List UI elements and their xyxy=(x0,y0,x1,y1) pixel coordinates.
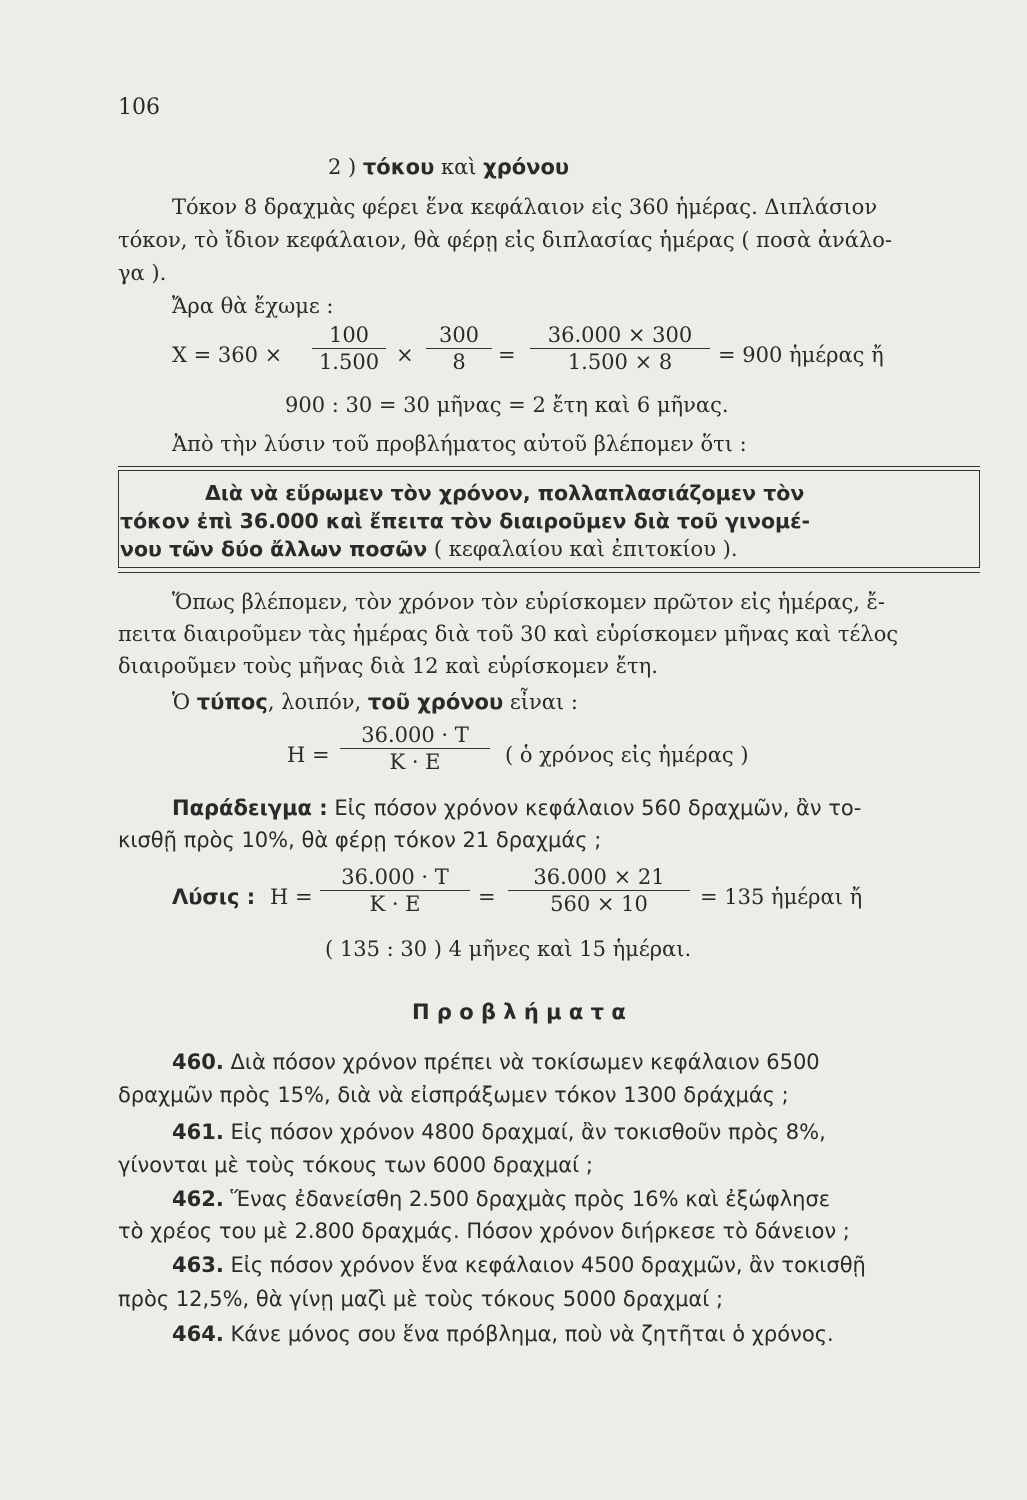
fraction-bar xyxy=(340,748,490,749)
rule-line-3-bold: νου τῶν δύο ἄλλων ποσῶν xyxy=(120,537,428,561)
page-number: 106 xyxy=(118,95,160,120)
formula1-fraction-3 xyxy=(530,323,710,374)
section-heading-bold-2: χρόνου xyxy=(483,155,570,179)
fraction-bar xyxy=(312,348,386,349)
solution-label: Λύσις : xyxy=(172,885,256,909)
solution-f2-denominator: 560 × 10 xyxy=(550,892,648,916)
formula-intro-pre: Ὁ xyxy=(172,690,197,714)
example-line-2: κισθῇ πρὸς 10%, θὰ φέρῃ τόκον 21 δραχμάς ; xyxy=(118,828,602,852)
rule-line-2: τόκον ἐπὶ 36.000 καὶ ἔπειτα τὸν διαιροῦμεν διὰ τοῦ γινομέ- xyxy=(120,509,811,533)
formula1-f3-denominator: 1.500 × 8 xyxy=(567,350,673,374)
example-text-1: Εἰς πόσον χρόνον κεφάλαιον 560 δραχμῶν, ἂν το- xyxy=(327,796,862,820)
formula-intro-mid: , λοιπόν, xyxy=(267,690,368,714)
formula1-f1-denominator: 1.500 xyxy=(318,350,380,374)
problem-461-line-1 xyxy=(172,1120,826,1144)
intro-line-2: τόκον, τὸ ἴδιον κεφάλαιον, θὰ φέρῃ εἰς διπλασίας ἡμέρας ( ποσὰ ἀνάλο- xyxy=(118,228,892,252)
problem-460-text-1: Διὰ πόσον χρόνον πρέπει νὰ τοκίσωμεν κεφάλαιον 6500 xyxy=(223,1050,820,1074)
rule-top-line xyxy=(118,466,980,467)
section-heading xyxy=(328,155,569,179)
section-heading-bold-1: τόκου xyxy=(362,155,435,179)
explanation-line-2: πειτα διαιροῦμεν τὰς ἡμέρας διὰ τοῦ 30 καὶ εὑρίσκομεν μῆνας καὶ τέλος xyxy=(118,622,899,646)
rule-line-3 xyxy=(120,537,738,561)
formula2-denominator: K · E xyxy=(389,750,441,774)
section-heading-prefix: 2 ) xyxy=(328,155,363,179)
rule-line-1: Διὰ νὰ εὕρωμεν τὸν χρόνον, πολλαπλασιάζομεν τὸν xyxy=(205,481,805,505)
problem-462-line-1 xyxy=(172,1187,830,1211)
formula1-f2-numerator: 300 xyxy=(438,323,480,347)
formula1-f2-denominator: 8 xyxy=(452,350,466,374)
formula1-times: × xyxy=(396,343,414,367)
solution-line-2: ( 135 : 30 ) 4 μῆνες καὶ 15 ἡμέραι. xyxy=(325,937,692,961)
problem-464-line-1 xyxy=(172,1322,834,1346)
example-label: Παράδειγμα : xyxy=(172,796,328,820)
rule-line-3-normal: ( κεφαλαίου καὶ ἐπιτοκίου ). xyxy=(427,537,738,561)
problem-460-line-1 xyxy=(172,1050,820,1074)
problem-462-number: 462. xyxy=(172,1187,224,1211)
solution-fraction-2 xyxy=(508,865,690,916)
problem-464-text-1: Κάνε μόνος σου ἕνα πρόβλημα, ποὺ νὰ ζητῆται ὁ χρόνος. xyxy=(223,1322,834,1346)
fraction-bar xyxy=(320,890,470,891)
problem-460-number: 460. xyxy=(172,1050,224,1074)
solution-fraction-1 xyxy=(320,865,470,916)
formula1-lhs: X = 360 × xyxy=(172,343,283,367)
formula2-fraction xyxy=(340,723,490,774)
formula-intro xyxy=(172,690,578,714)
formula1-f1-numerator: 100 xyxy=(328,323,370,347)
problem-462-line-2: τὸ χρέος του μὲ 2.800 δραχμάς. Πόσον χρόνον διήρκεσε τὸ δάνειον ; xyxy=(118,1219,850,1243)
formula1-equals: = xyxy=(498,343,516,367)
rule-bottom-line xyxy=(118,572,980,573)
solution-f2-numerator: 36.000 × 21 xyxy=(533,865,665,889)
formula1-line-2: 900 : 30 = 30 μῆνας = 2 ἔτη καὶ 6 μῆνας. xyxy=(285,393,729,417)
formula-intro-bold-2: τοῦ χρόνου xyxy=(367,690,504,714)
section-heading-mid: καὶ xyxy=(434,155,484,179)
formula1-rhs: = 900 ἡμέρας ἤ xyxy=(718,343,884,367)
problem-463-number: 463. xyxy=(172,1253,224,1277)
solution-f1-denominator: K · E xyxy=(369,892,421,916)
solution-equals: = xyxy=(478,885,496,909)
problem-463-text-1: Εἰς πόσον χρόνον ἕνα κεφάλαιον 4500 δραχμῶν, ἂν τοκισθῇ xyxy=(223,1253,866,1277)
solution-rhs: = 135 ἡμέραι ἤ xyxy=(700,885,863,909)
formula2-numerator: 36.000 · T xyxy=(361,723,469,747)
explanation-line-3: διαιροῦμεν τοὺς μῆνας διὰ 12 καὶ εὑρίσκομεν ἔτη. xyxy=(118,654,658,678)
problem-463-line-2: πρὸς 12,5%, θὰ γίνῃ μαζὶ μὲ τοὺς τόκους 5000 δραχμαί ; xyxy=(118,1287,724,1311)
fraction-bar xyxy=(508,890,690,891)
intro-line-3: γα ). xyxy=(118,261,167,285)
problems-heading: Π ρ ο β λ ή μ α τ α xyxy=(412,1000,626,1024)
conclusion-intro: Ἀπὸ τὴν λύσιν τοῦ προβλήματος αὐτοῦ βλέπομεν ὅτι : xyxy=(172,432,747,456)
problem-461-text-1: Εἰς πόσον χρόνον 4800 δραχμαί, ἂν τοκισθοῦν πρὸς 8%, xyxy=(223,1120,826,1144)
fraction-bar xyxy=(530,348,710,349)
intro-line-4: Ἄρα θὰ ἔχωμε : xyxy=(172,294,334,318)
formula-intro-post: εἶναι : xyxy=(503,690,578,714)
formula1-fraction-1 xyxy=(312,323,386,374)
formula1-fraction-2 xyxy=(426,323,492,374)
formula2-note: ( ὁ χρόνος εἰς ἡμέρας ) xyxy=(505,743,749,767)
problem-464-number: 464. xyxy=(172,1322,224,1346)
solution-lhs: H = xyxy=(270,885,313,909)
problem-460-line-2: δραχμῶν πρὸς 15%, διὰ νὰ εἰσπράξωμεν τόκον 1300 δράχμάς ; xyxy=(118,1083,789,1107)
example-line-1 xyxy=(172,796,861,820)
problem-462-text-1: Ἕνας ἐδανείσθη 2.500 δραχμὰς πρὸς 16% καὶ ἐξώφλησε xyxy=(223,1187,831,1211)
solution-f1-numerator: 36.000 · T xyxy=(341,865,449,889)
problem-461-line-2: γίνονται μὲ τοὺς τόκους των 6000 δραχμαί ; xyxy=(118,1153,593,1177)
explanation-line-1: Ὅπως βλέπομεν, τὸν χρόνον τὸν εὑρίσκομεν πρῶτον εἰς ἡμέρας, ἔ- xyxy=(172,590,885,614)
formula2-lhs: H = xyxy=(287,743,330,767)
formula1-f3-numerator: 36.000 × 300 xyxy=(547,323,693,347)
problem-463-line-1 xyxy=(172,1253,866,1277)
fraction-bar xyxy=(426,348,492,349)
formula-intro-bold-1: τύπος xyxy=(196,690,268,714)
intro-line-1: Τόκον 8 δραχμὰς φέρει ἕνα κεφάλαιον εἰς 360 ἡμέρας. Διπλάσιον xyxy=(172,195,878,219)
problem-461-number: 461. xyxy=(172,1120,224,1144)
